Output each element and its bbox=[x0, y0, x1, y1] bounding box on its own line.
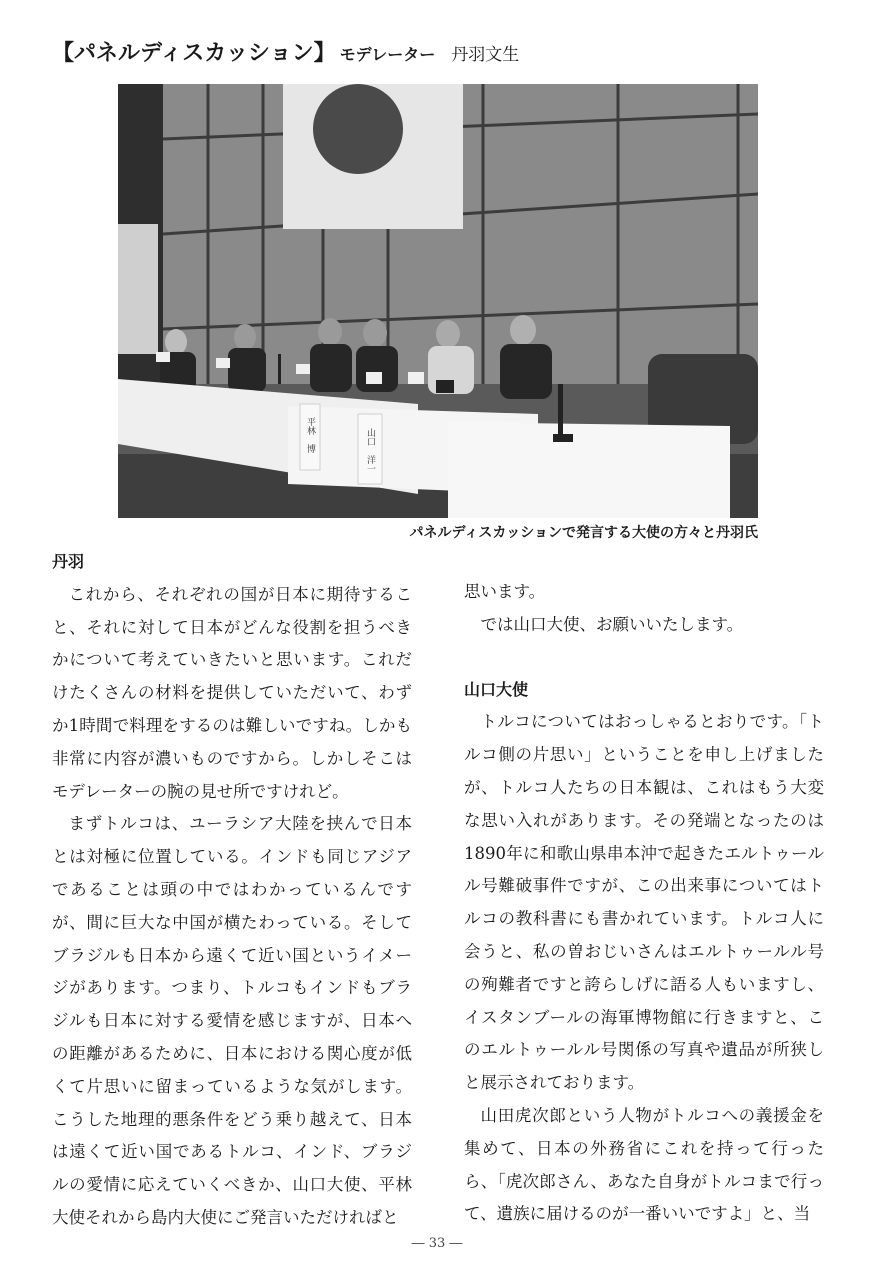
left-column bbox=[52, 546, 412, 1235]
spacer bbox=[464, 642, 824, 674]
paragraph: トルコについてはおっしゃるとおりです。「トルコ側の片思い」ということを申し上げましたが、トルコ人たちの日本観は、これはもう大変な思い入れがあります。その発端となったのは1890年に和歌山県串本沖で起きたエルトゥールル号難破事件ですが、この出来事についてはトルコの教科書にも書かれています。トルコ人に会うと、私の曽おじいさんはエルトゥールル号の殉難者ですと誇らしげに語る人もいますし、イスタンブールの海軍博物館に行きますと、このエルトゥールル号関係の写真や遺品が所狭しと展示されております。 bbox=[464, 712, 824, 1093]
placard-text-1: 平林 博 bbox=[305, 417, 315, 453]
section-title: 【パネルディスカッション】 bbox=[52, 41, 336, 66]
paragraph: では山口大使、お願いいたします。 bbox=[480, 614, 744, 634]
speaker-yamaguchi: 山口大使 bbox=[464, 679, 529, 699]
page-header bbox=[52, 36, 519, 68]
speaker-niwa: 丹羽 bbox=[52, 552, 85, 571]
photo-caption: パネルディスカッションで発言する大使の方々と丹羽氏 bbox=[409, 525, 758, 541]
paragraph: 山田虎次郎という人物がトルコへの義援金を集めて、日本の外務省にこれを持って行ったら、「虎次郎さん、あなた自身がトルコまで行って、遺族に届けるのが一番いいですよ」と、当 bbox=[464, 1105, 824, 1224]
page-number: ― 33 ― bbox=[411, 1236, 463, 1251]
paragraph: まずトルコは、ユーラシア大陸を挟んで日本とは対極に位置している。インドも同じアジアであることは頭の中ではわかっているんですが、間に巨大な中国が横たわっている。そしてブラジルも日本から遠くて近い国というイメージがあります。つまり、トルコもインドもブラジルも日本に対する愛情を感じますが、日本への距離があるために、日本における関心度が低くて片思いに留まっているような気がします。こうした地理的悪条件をどう乗り越えて、日本は遠くて近い国であるトルコ、インド、ブラジルの愛情に応えていくべきか、山口大使、平林大使それから島内大使にご発言いただければと bbox=[52, 814, 412, 1227]
panel-discussion-photo bbox=[118, 84, 758, 518]
moderator-name: 丹羽文生 bbox=[451, 45, 520, 65]
paragraph: これから、それぞれの国が日本に期待すること、それに対して日本がどんな役割を担うべきかについて考えていきたいと思います。これだけたくさんの材料を提供していただいて、わずか1時間で料理をするのは難しいですね。しかも非常に内容が濃いものですから。しかしそこはモデレーターの腕の見せ所ですけれど。 bbox=[52, 584, 412, 801]
right-column bbox=[464, 576, 824, 1231]
moderator-label: モデレーター bbox=[339, 45, 436, 64]
placard-text-2: 山口 洋一 bbox=[365, 428, 375, 473]
paragraph: 思います。 bbox=[464, 582, 546, 601]
